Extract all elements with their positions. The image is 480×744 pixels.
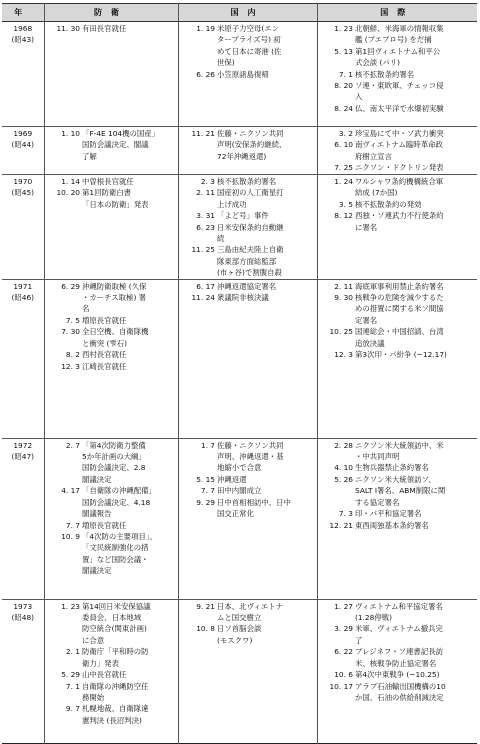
domestic-date: 6. 17: [196, 281, 215, 291]
international-event-line: 府樹立宣言: [355, 151, 392, 161]
international-event-line: ニクソン米大統領訪中、米: [355, 440, 444, 450]
international-event-cell: [354, 599, 477, 743]
defense-event-line: 衛力」発表: [82, 658, 119, 668]
domestic-date: 11. 24: [191, 293, 215, 303]
international-event-cell: [354, 438, 477, 599]
domestic-date: 2. 11: [196, 188, 215, 198]
domestic-event-cell: [216, 175, 317, 280]
international-event-line: 海底軍事利用禁止条約署名: [355, 281, 444, 291]
year-era: (昭48): [11, 613, 35, 623]
domestic-event-cell: [216, 127, 317, 175]
defense-date: 9. 7: [65, 704, 80, 714]
international-date: [319, 151, 354, 162]
domestic-date-cell: [178, 279, 216, 438]
international-date-cell: [317, 599, 354, 743]
international-event-line: 米、核戦争防止協定署名: [355, 658, 437, 668]
defense-event-line: 閣議決定: [82, 566, 112, 576]
international-date-cell: [317, 175, 354, 280]
defense-event-line: 憲判決 (長沼判決): [82, 715, 142, 725]
international-date: [319, 57, 354, 68]
international-event-line: 艦 (プエブロ号) をだ捕: [355, 35, 432, 45]
defense-event-line: と衝突 (雫石): [82, 338, 128, 348]
domestic-event-line: 72年沖縄返還): [217, 151, 267, 161]
domestic-event-line: 声明、沖縄返還・基: [217, 452, 284, 462]
defense-event-cell: [81, 279, 178, 438]
defense-event-line: 中曽根長官就任: [82, 177, 134, 186]
international-date: [319, 635, 354, 646]
international-date: 1. 27: [334, 601, 353, 611]
domestic-date-cell: [178, 175, 216, 280]
international-date: 8. 24: [334, 103, 353, 113]
defense-date-cell: [44, 438, 81, 599]
domestic-date: [180, 462, 216, 473]
year-western: 1968: [13, 24, 33, 33]
domestic-event-line: 沖縄返還協定署名: [217, 281, 277, 291]
defense-date: [46, 692, 81, 703]
domestic-date-cell: [178, 438, 216, 599]
international-date: [319, 91, 354, 102]
defense-date: 1. 14: [61, 177, 80, 186]
international-date: 6. 22: [334, 647, 353, 657]
international-date: 3. 2: [338, 129, 353, 138]
domestic-date-cell: [178, 599, 216, 743]
domestic-date: [180, 233, 216, 244]
international-event-line: SALT I署名、ABM制限に関: [355, 486, 446, 496]
defense-date: 12. 3: [61, 361, 80, 371]
international-event-cell: [354, 127, 477, 175]
domestic-date: 1. 19: [196, 24, 215, 33]
international-date: 5. 26: [334, 474, 353, 484]
defense-event-line: 名: [82, 304, 90, 314]
defense-date: 8. 2: [65, 350, 80, 360]
defense-event-line: 増原長官就任: [82, 520, 127, 530]
international-date-cell: [317, 279, 354, 438]
defense-event-line: 防衛庁「平和時の防: [82, 647, 149, 657]
defense-event-line: 置」など国防会議・: [82, 554, 149, 564]
domestic-date: 5. 15: [196, 474, 215, 484]
header-row: [2, 4, 477, 22]
international-date: [319, 187, 354, 198]
international-event-line: 了: [355, 635, 363, 645]
international-event-line: 核不拡散条約署名: [355, 69, 415, 79]
domestic-event-line: 米原子力空母(エン: [217, 24, 280, 33]
defense-event-line: 閣議決定: [82, 474, 112, 484]
domestic-event-line: (市ヶ谷)で割腹自殺: [217, 268, 282, 278]
defense-date: [46, 635, 81, 646]
year-cell: [2, 175, 44, 280]
international-event-line: めの措置に関する米ソ間協: [355, 304, 444, 314]
header-international: 国際: [317, 4, 477, 22]
domestic-date: 6. 23: [196, 222, 215, 232]
international-event-line: 式会談 (パリ): [355, 58, 401, 68]
defense-date: 1. 10: [61, 129, 80, 138]
year-western: 1973: [13, 601, 33, 611]
defense-date: 2. 1: [65, 647, 80, 657]
domestic-event-line: 世保): [217, 58, 235, 68]
defense-date: 7. 30: [61, 327, 80, 337]
defense-date: [46, 658, 81, 669]
domestic-event-line: 「よど号」事件: [217, 211, 269, 221]
international-date: [319, 338, 354, 349]
defense-event-line: 沖縄防衛取極 (久保: [82, 281, 147, 291]
domestic-event-line: 核不拡散条約署名: [217, 177, 277, 186]
year-row: [2, 599, 477, 743]
domestic-event-line: 上げ成功: [217, 199, 247, 209]
defense-event-line: 自衛隊の沖縄防空任: [82, 681, 149, 691]
international-event-line: ニクソン米大統領訪ソ、: [355, 474, 436, 484]
domestic-date: [180, 34, 216, 45]
international-event-cell: [354, 279, 477, 438]
defense-date-cell: [44, 127, 81, 175]
defense-event-line: に合意: [82, 635, 105, 645]
international-event-line: ブレジネフ・ソ連書記長訪: [355, 647, 443, 657]
defense-event-line: 有田長官就任: [82, 24, 127, 33]
international-date: [319, 485, 354, 496]
domestic-event-cell: [216, 22, 317, 127]
year-cell: [2, 22, 44, 127]
international-date: 7. 3: [338, 509, 353, 519]
year-cell: [2, 599, 44, 743]
international-event-cell: [354, 22, 477, 127]
domestic-date: 6. 26: [196, 69, 215, 79]
defense-date: 4. 17: [61, 486, 80, 496]
defense-event-line: 防空統合(関東計画): [82, 624, 147, 634]
international-event-line: 核不拡散条約の発効: [355, 199, 422, 209]
international-event-line: 仏、南太平洋で水爆初実験: [355, 103, 444, 113]
defense-event-line: 「第4次防衛力整備: [82, 440, 146, 450]
domestic-event-line: 隊東部方面総監部: [217, 256, 277, 266]
defense-date: [46, 338, 81, 349]
year-western: 1971: [13, 281, 33, 291]
international-event-line: 追放決議: [355, 338, 385, 348]
international-date: 3. 5: [338, 199, 353, 209]
international-event-line: 国連総会・中国招請、台湾: [355, 327, 444, 337]
domestic-event-cell: [216, 438, 317, 599]
international-date: [319, 315, 354, 326]
international-event-line: 第1回ヴィエトナム和平公: [355, 46, 441, 56]
domestic-event-line: 三島由紀夫陸上自衛: [217, 245, 284, 255]
international-event-line: 生物兵器禁止条約署名: [355, 463, 429, 473]
defense-date: 1. 23: [61, 601, 80, 611]
year-row: [2, 22, 477, 127]
defense-date: [46, 623, 81, 634]
defense-date-cell: [44, 279, 81, 438]
year-cell: [2, 438, 44, 599]
domestic-date: 11. 21: [191, 129, 215, 138]
domestic-date: 3. 31: [196, 211, 215, 221]
international-date-cell: [317, 22, 354, 127]
year-era: (昭45): [11, 188, 35, 198]
domestic-event-line: 国交正常化: [217, 509, 254, 519]
defense-event-cell: [81, 175, 178, 280]
domestic-date: 7. 7: [200, 486, 215, 496]
international-date: 9. 30: [334, 293, 353, 303]
defense-event-line: 札幌地裁、自衛隊違: [82, 704, 149, 714]
international-date: [319, 34, 354, 45]
international-date: 5. 13: [334, 46, 353, 56]
international-date: [319, 451, 354, 462]
year-western: 1972: [13, 440, 33, 450]
international-date: [319, 612, 354, 623]
year-western: 1970: [13, 177, 33, 186]
defense-event-cell: [81, 599, 178, 743]
defense-event-line: 務開始: [82, 692, 105, 702]
defense-event-line: 第1回防衛白書: [82, 188, 132, 198]
domestic-event-line: 佐藤・ニクソン共同: [217, 440, 284, 450]
defense-event-line: 国防会議決定、閣議: [82, 140, 149, 150]
international-event-line: 西独・ソ連武力不行使条約: [355, 211, 444, 221]
international-date: 12. 3: [334, 350, 353, 360]
header-domestic: 国内: [178, 4, 317, 22]
international-event-line: か国、石油の供給削減決定: [355, 692, 444, 702]
domestic-event-cell: [216, 279, 317, 438]
defense-date: [46, 303, 81, 314]
defense-event-cell: [81, 22, 178, 127]
international-event-line: 結成 (7か国): [355, 188, 398, 198]
domestic-event-line: めて日本に寄港 (佐: [217, 46, 282, 56]
international-event-line: 定署名: [355, 315, 378, 325]
international-event-line: 南ヴィエトナム臨時革命政: [355, 140, 443, 150]
year-row: [2, 127, 477, 175]
international-date: 10. 25: [329, 327, 353, 337]
international-event-line: 北朝鮮、米海軍の情報収集: [355, 24, 444, 33]
defense-event-line: 「文民統制強化の措: [82, 543, 149, 553]
domestic-date: 11. 25: [191, 245, 215, 255]
international-date: 1. 24: [334, 177, 353, 186]
year-western: 1969: [13, 129, 33, 138]
international-date: [319, 303, 354, 314]
defense-date: 7. 7: [65, 520, 80, 530]
international-date: 10. 6: [334, 670, 353, 680]
defense-event-line: 第14回日米安保協議: [82, 601, 151, 611]
international-event-line: 核戦争の危険を減少するた: [355, 293, 444, 303]
international-date-cell: [317, 127, 354, 175]
defense-event-line: ・カーチス取極) 署: [82, 293, 147, 303]
international-event-line: 東西両独基本条約署名: [355, 520, 429, 530]
domestic-date: 10. 8: [196, 624, 215, 634]
international-date: [319, 497, 354, 508]
defense-event-line: 「自衛隊の沖縄配備」: [82, 486, 156, 496]
domestic-event-line: 衆議院非核決議: [217, 293, 269, 303]
domestic-date: [180, 46, 216, 57]
international-event-line: に署名: [355, 222, 378, 232]
header-year: 年: [2, 4, 44, 22]
international-event-line: ヴィエトナム和平協定署名: [355, 601, 443, 611]
defense-date: [46, 474, 81, 485]
defense-event-line: 委員会、日本地域: [82, 613, 142, 623]
defense-date: [46, 292, 81, 303]
year-row: [2, 175, 477, 280]
domestic-date: [180, 451, 216, 462]
domestic-event-line: 声明(安保条約継続、: [217, 140, 287, 150]
international-event-line: 珍宝島にて中・ソ武力衝突: [355, 129, 444, 138]
international-date: 7. 1: [338, 69, 353, 79]
international-date: 12. 21: [329, 520, 353, 530]
domestic-event-line: タープライズ号) 初: [217, 35, 281, 45]
domestic-date: 9. 29: [196, 497, 215, 507]
year-cell: [2, 279, 44, 438]
domestic-date: [180, 57, 216, 68]
defense-date: 2. 7: [65, 440, 80, 450]
defense-date: [46, 497, 81, 508]
defense-date: [46, 451, 81, 462]
international-date: 10. 17: [329, 681, 353, 691]
defense-event-line: 閣議報告: [82, 509, 112, 519]
defense-date-cell: [44, 175, 81, 280]
international-date: 4. 10: [334, 463, 353, 473]
year-era: (昭43): [11, 35, 35, 45]
defense-date: 10. 9: [61, 531, 80, 541]
domestic-date: 2. 3: [200, 177, 215, 186]
domestic-date: [180, 612, 216, 623]
defense-event-line: 「日本の防衛」発表: [82, 199, 149, 209]
defense-date-cell: [44, 599, 81, 743]
defense-event-line: 「4次防の主要項目」、: [82, 531, 157, 541]
domestic-event-line: 国産初の人工衛星打: [217, 188, 284, 198]
defense-date-cell: [44, 22, 81, 127]
domestic-event-line: 日ソ首脳会談: [217, 624, 262, 634]
domestic-event-line: 地縮小で合意: [217, 463, 262, 473]
international-event-line: 印・パ平和協定署名: [355, 509, 422, 519]
defense-event-line: 増原長官就任: [82, 315, 127, 325]
defense-date: [46, 612, 81, 623]
defense-event-line: 了解: [82, 151, 97, 161]
international-event-line: する協定署名: [355, 497, 400, 507]
domestic-event-line: ムと国交樹立: [217, 613, 262, 623]
domestic-event-line: 田中内閣成立: [217, 486, 262, 496]
international-date: 8. 20: [334, 81, 353, 91]
domestic-date-cell: [178, 22, 216, 127]
defense-date: [46, 508, 81, 519]
international-date: 6. 10: [334, 140, 353, 150]
international-event-line: ワルシャワ条約機構統合軍: [355, 177, 444, 186]
international-event-line: ニクソン・ドクトリン発表: [355, 163, 444, 173]
international-date: 2. 11: [334, 281, 353, 291]
international-date: 1. 23: [334, 24, 353, 33]
domestic-event-line: 続: [217, 234, 225, 244]
defense-event-cell: [81, 438, 178, 599]
defense-event-line: 国防会議決定、4.18: [82, 497, 151, 507]
year-row: [2, 438, 477, 599]
international-event-line: アラブ石油輸出国機構の10: [355, 681, 446, 691]
international-event-line: (1.28停戦): [355, 613, 393, 623]
international-date: 3. 29: [334, 624, 353, 634]
year-era: (昭47): [11, 452, 35, 462]
defense-date: 11. 30: [56, 24, 80, 33]
defense-event-line: 「F-4E 104機の国産」: [82, 129, 160, 138]
international-event-line: ・中共同声明: [355, 452, 400, 462]
domestic-event-line: 小笠原諸島復帰: [217, 69, 269, 79]
international-date: 7. 25: [334, 163, 353, 173]
domestic-event-line: 日中首相相訪中、日中: [217, 497, 291, 507]
year-row: [2, 279, 477, 438]
domestic-date-cell: [178, 127, 216, 175]
defense-event-line: 山中長官就任: [82, 670, 127, 680]
international-event-line: 米軍、ヴィエトナム撤兵完: [355, 624, 443, 634]
domestic-event-cell: [216, 599, 317, 743]
domestic-date: 1. 7: [200, 440, 215, 450]
defense-date: 10. 20: [56, 188, 80, 198]
defense-date: 5. 29: [61, 670, 80, 680]
domestic-event-line: 沖縄返還: [217, 474, 247, 484]
defense-date: 7. 5: [65, 315, 80, 325]
domestic-event-line: 日米安保条約自動継: [217, 222, 284, 232]
domestic-event-line: 日本、北ヴィエトナ: [217, 601, 284, 611]
defense-event-line: 5か年計画の大綱」: [82, 452, 146, 462]
defense-date: 6. 29: [61, 281, 80, 291]
year-era: (昭46): [11, 293, 35, 303]
international-event-line: ソ連・東欧軍、チェッコ侵: [355, 81, 444, 91]
domestic-event-line: 佐藤・ニクソン共同: [217, 129, 284, 138]
header-defense: 防衛: [44, 4, 178, 22]
year-cell: [2, 127, 44, 175]
international-event-cell: [354, 175, 477, 280]
international-event-line: 入: [355, 92, 363, 102]
chronology-table: [2, 3, 477, 744]
defense-date: [46, 462, 81, 473]
domestic-date: 9. 21: [196, 601, 215, 611]
domestic-event-line: (モスクワ): [217, 635, 253, 645]
defense-date: 7. 1: [65, 681, 80, 691]
international-date: 2. 28: [334, 440, 353, 450]
international-event-line: 第3次印・パ紛争 (~12.17): [355, 350, 447, 360]
defense-event-line: 西村長官就任: [82, 350, 127, 360]
defense-event-cell: [81, 127, 178, 175]
international-date-cell: [317, 438, 354, 599]
defense-event-line: 国防会議決定、2.8: [82, 463, 146, 473]
international-date: 8. 12: [334, 211, 353, 221]
international-date: [319, 658, 354, 669]
domestic-date: [180, 199, 216, 210]
defense-event-line: 江崎長官就任: [82, 361, 127, 371]
international-event-line: 第4次中東戦争 (~10.25): [355, 670, 440, 680]
year-era: (昭44): [11, 140, 35, 150]
defense-event-line: 全日空機、自衛隊機: [82, 327, 149, 337]
